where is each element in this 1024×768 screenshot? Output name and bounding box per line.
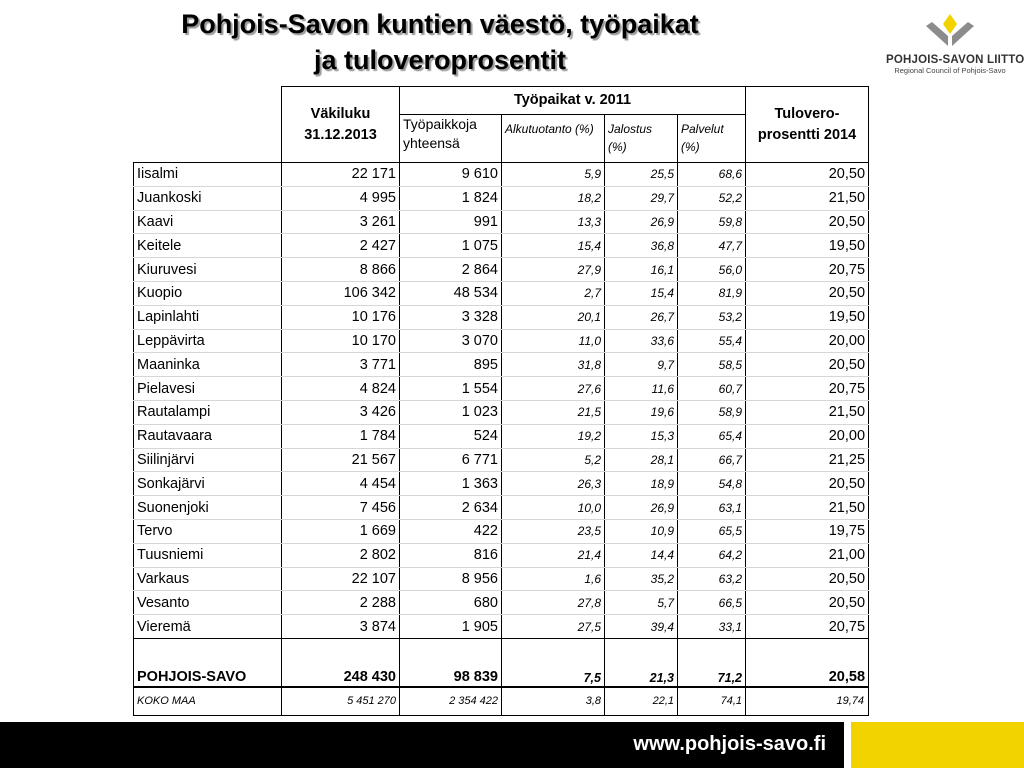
population-value: 22 107 [282, 567, 400, 591]
processing-share: 22,1 [605, 687, 678, 716]
header-jobs-group: Työpaikat v. 2011 [400, 87, 746, 115]
jobs-total-value: 1 075 [400, 234, 502, 258]
jobs-total-value: 991 [400, 210, 502, 234]
services-share: 47,7 [678, 234, 746, 258]
population-value: 4 454 [282, 472, 400, 496]
services-share: 63,1 [678, 496, 746, 520]
header-population: Väkiluku 31.12.2013 [282, 87, 400, 163]
tax-rate: 21,50 [746, 496, 869, 520]
jobs-total-value: 98 839 [400, 659, 502, 687]
table-row [134, 377, 869, 401]
spacer-cell [502, 638, 605, 659]
population-value: 22 171 [282, 163, 400, 187]
primary-share: 31,8 [502, 353, 605, 377]
population-value: 4 824 [282, 377, 400, 401]
municipality-name: Tervo [134, 519, 282, 543]
population-value: 3 771 [282, 353, 400, 377]
table-row [134, 400, 869, 424]
tax-rate: 20,50 [746, 472, 869, 496]
tax-rate: 21,00 [746, 543, 869, 567]
population-value: 10 176 [282, 305, 400, 329]
services-share: 58,9 [678, 400, 746, 424]
municipality-name: Rautalampi [134, 400, 282, 424]
services-share: 54,8 [678, 472, 746, 496]
page-title [120, 6, 760, 78]
services-share: 81,9 [678, 281, 746, 305]
jobs-total-value: 6 771 [400, 448, 502, 472]
jobs-total-value: 9 610 [400, 163, 502, 187]
tax-rate: 21,50 [746, 400, 869, 424]
services-share: 74,1 [678, 687, 746, 716]
municipality-name: Pielavesi [134, 377, 282, 401]
logo-name: POHJOIS-SAVON LIITTO [886, 54, 1024, 66]
table-row [134, 329, 869, 353]
municipality-name: Iisalmi [134, 163, 282, 187]
primary-share: 23,5 [502, 519, 605, 543]
municipality-name: Vieremä [134, 615, 282, 639]
population-value: 10 170 [282, 329, 400, 353]
tax-rate: 20,75 [746, 377, 869, 401]
municipality-name: Sonkajärvi [134, 472, 282, 496]
primary-share: 21,4 [502, 543, 605, 567]
tax-rate: 20,75 [746, 258, 869, 282]
processing-share: 35,2 [605, 567, 678, 591]
tax-rate: 21,50 [746, 186, 869, 210]
jobs-total-value: 524 [400, 424, 502, 448]
primary-share: 26,3 [502, 472, 605, 496]
tax-rate: 19,74 [746, 687, 869, 716]
population-value: 3 874 [282, 615, 400, 639]
municipality-name: Keitele [134, 234, 282, 258]
primary-share: 19,2 [502, 424, 605, 448]
primary-share: 20,1 [502, 305, 605, 329]
primary-share: 27,8 [502, 591, 605, 615]
services-share: 65,5 [678, 519, 746, 543]
processing-share: 29,7 [605, 186, 678, 210]
tax-rate: 20,50 [746, 567, 869, 591]
services-share: 52,2 [678, 186, 746, 210]
services-share: 58,5 [678, 353, 746, 377]
header-corner [134, 87, 282, 163]
primary-share: 11,0 [502, 329, 605, 353]
header-processing: Jalostus (%) [605, 115, 678, 163]
processing-share: 14,4 [605, 543, 678, 567]
tax-rate: 20,75 [746, 615, 869, 639]
processing-share: 36,8 [605, 234, 678, 258]
spacer-cell [282, 638, 400, 659]
municipality-name: Varkaus [134, 567, 282, 591]
municipality-name: Kiuruvesi [134, 258, 282, 282]
table-row [134, 281, 869, 305]
footer-bar [0, 722, 844, 768]
population-value: 2 802 [282, 543, 400, 567]
table-row [134, 472, 869, 496]
primary-share: 5,9 [502, 163, 605, 187]
total-row [134, 659, 869, 687]
processing-share: 39,4 [605, 615, 678, 639]
page-title-line-2: ja tuloveroprosentit [313, 45, 567, 75]
table-row [134, 305, 869, 329]
services-share: 63,2 [678, 567, 746, 591]
table-row [134, 424, 869, 448]
population-value: 4 995 [282, 186, 400, 210]
tax-rate: 20,00 [746, 424, 869, 448]
tax-rate: 20,50 [746, 210, 869, 234]
tax-rate: 20,50 [746, 591, 869, 615]
municipality-name: Leppävirta [134, 329, 282, 353]
municipality-name: Tuusniemi [134, 543, 282, 567]
primary-share: 15,4 [502, 234, 605, 258]
population-value: 7 456 [282, 496, 400, 520]
jobs-total-value: 1 554 [400, 377, 502, 401]
table-row [134, 567, 869, 591]
population-value: 3 261 [282, 210, 400, 234]
table-row [134, 353, 869, 377]
jobs-total-value: 895 [400, 353, 502, 377]
primary-share: 27,5 [502, 615, 605, 639]
population-value: 8 866 [282, 258, 400, 282]
table-row [134, 448, 869, 472]
primary-share: 18,2 [502, 186, 605, 210]
jobs-total-value: 422 [400, 519, 502, 543]
spacer-row [134, 638, 869, 659]
jobs-total-value: 3 070 [400, 329, 502, 353]
table-row [134, 591, 869, 615]
municipality-table [133, 86, 869, 716]
spacer-cell [400, 638, 502, 659]
services-share: 55,4 [678, 329, 746, 353]
jobs-total-value: 1 824 [400, 186, 502, 210]
services-share: 60,7 [678, 377, 746, 401]
tax-rate: 20,50 [746, 281, 869, 305]
jobs-total-value: 8 956 [400, 567, 502, 591]
table-row [134, 186, 869, 210]
processing-share: 26,9 [605, 210, 678, 234]
municipality-name: Lapinlahti [134, 305, 282, 329]
processing-share: 28,1 [605, 448, 678, 472]
services-share: 71,2 [678, 659, 746, 687]
services-share: 33,1 [678, 615, 746, 639]
population-value: 2 288 [282, 591, 400, 615]
table-row [134, 234, 869, 258]
processing-share: 26,9 [605, 496, 678, 520]
primary-share: 7,5 [502, 659, 605, 687]
services-share: 59,8 [678, 210, 746, 234]
processing-share: 26,7 [605, 305, 678, 329]
footer-accent [851, 722, 1024, 768]
processing-share: 19,6 [605, 400, 678, 424]
tax-rate: 19,50 [746, 305, 869, 329]
processing-share: 15,3 [605, 424, 678, 448]
header-services: Palvelut (%) [678, 115, 746, 163]
municipality-name: Maaninka [134, 353, 282, 377]
population-value: 106 342 [282, 281, 400, 305]
organization-logo [886, 12, 1024, 92]
jobs-total-value: 2 864 [400, 258, 502, 282]
primary-share: 3,8 [502, 687, 605, 716]
processing-share: 33,6 [605, 329, 678, 353]
population-value: 248 430 [282, 659, 400, 687]
table-row [134, 258, 869, 282]
municipality-name: Kuopio [134, 281, 282, 305]
jobs-total-value: 2 354 422 [400, 687, 502, 716]
processing-share: 10,9 [605, 519, 678, 543]
jobs-total-value: 1 905 [400, 615, 502, 639]
services-share: 53,2 [678, 305, 746, 329]
processing-share: 15,4 [605, 281, 678, 305]
spacer-cell [678, 638, 746, 659]
jobs-total-value: 816 [400, 543, 502, 567]
tax-rate: 20,00 [746, 329, 869, 353]
header-jobs-total: Työpaikkoja yhteensä [400, 115, 502, 163]
primary-share: 10,0 [502, 496, 605, 520]
spacer-cell [746, 638, 869, 659]
primary-share: 21,5 [502, 400, 605, 424]
population-value: 1 669 [282, 519, 400, 543]
services-share: 68,6 [678, 163, 746, 187]
primary-share: 5,2 [502, 448, 605, 472]
jobs-total-value: 1 363 [400, 472, 502, 496]
jobs-total-value: 48 534 [400, 281, 502, 305]
processing-share: 11,6 [605, 377, 678, 401]
municipality-name: Suonenjoki [134, 496, 282, 520]
processing-share: 16,1 [605, 258, 678, 282]
services-share: 64,2 [678, 543, 746, 567]
processing-share: 9,7 [605, 353, 678, 377]
population-value: 3 426 [282, 400, 400, 424]
logo-emblem-icon [922, 12, 978, 52]
population-value: 2 427 [282, 234, 400, 258]
table-row [134, 163, 869, 187]
services-share: 56,0 [678, 258, 746, 282]
population-value: 5 451 270 [282, 687, 400, 716]
header-primary: Alkutuotanto (%) [502, 115, 605, 163]
services-share: 65,4 [678, 424, 746, 448]
tax-rate: 20,50 [746, 353, 869, 377]
primary-share: 27,9 [502, 258, 605, 282]
table-body [134, 163, 869, 716]
primary-share: 27,6 [502, 377, 605, 401]
page-title-line-1: Pohjois-Savon kuntien väestö, työpaikat [181, 9, 699, 39]
processing-share: 25,5 [605, 163, 678, 187]
tax-rate: 19,50 [746, 234, 869, 258]
table-row [134, 519, 869, 543]
spacer-cell [605, 638, 678, 659]
table-row [134, 210, 869, 234]
logo-subtitle: Regional Council of Pohjois-Savo [894, 66, 1006, 75]
population-value: 1 784 [282, 424, 400, 448]
tax-rate: 21,25 [746, 448, 869, 472]
population-value: 21 567 [282, 448, 400, 472]
jobs-total-value: 680 [400, 591, 502, 615]
processing-share: 5,7 [605, 591, 678, 615]
jobs-total-value: 2 634 [400, 496, 502, 520]
services-share: 66,7 [678, 448, 746, 472]
header-tax: Tulovero-prosentti 2014 [746, 87, 869, 163]
jobs-total-value: 3 328 [400, 305, 502, 329]
national-row [134, 687, 869, 716]
table-row [134, 543, 869, 567]
footer-url-link[interactable]: www.pohjois-savo.fi [633, 733, 826, 755]
tax-rate: 20,50 [746, 163, 869, 187]
municipality-name: Vesanto [134, 591, 282, 615]
processing-share: 18,9 [605, 472, 678, 496]
municipality-name: Juankoski [134, 186, 282, 210]
municipality-name: Rautavaara [134, 424, 282, 448]
processing-share: 21,3 [605, 659, 678, 687]
primary-share: 1,6 [502, 567, 605, 591]
services-share: 66,5 [678, 591, 746, 615]
municipality-name: Siilinjärvi [134, 448, 282, 472]
table-row [134, 615, 869, 639]
municipality-name: Kaavi [134, 210, 282, 234]
primary-share: 2,7 [502, 281, 605, 305]
municipality-name: POHJOIS-SAVO [134, 659, 282, 687]
spacer-cell [134, 638, 282, 659]
municipality-name: KOKO MAA [134, 687, 282, 716]
tax-rate: 20,58 [746, 659, 869, 687]
table-row [134, 496, 869, 520]
jobs-total-value: 1 023 [400, 400, 502, 424]
tax-rate: 19,75 [746, 519, 869, 543]
primary-share: 13,3 [502, 210, 605, 234]
